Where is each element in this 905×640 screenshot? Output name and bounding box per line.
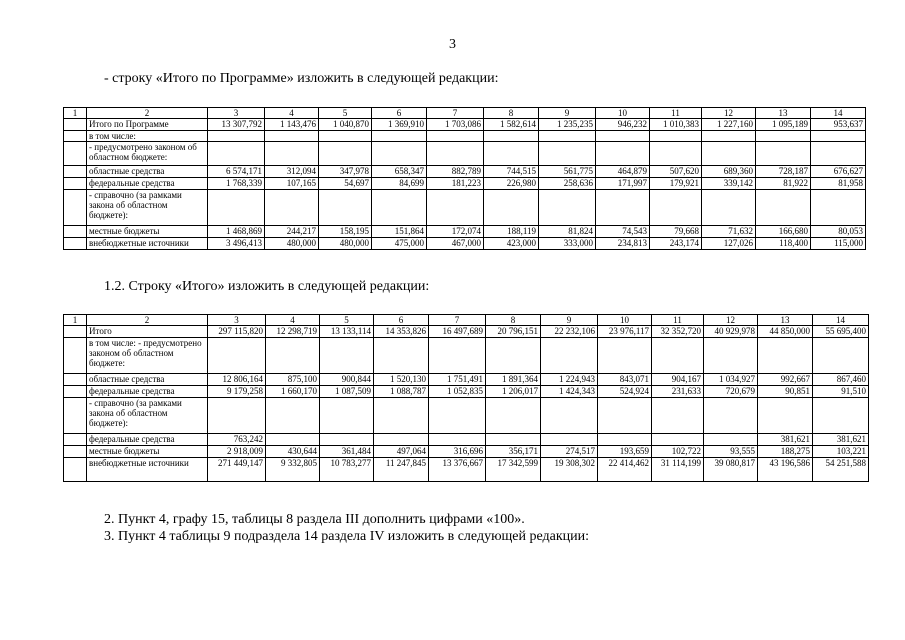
table2-cell xyxy=(208,338,266,374)
table1-header-cell: 8 xyxy=(484,108,539,119)
table1-cell: 1 369,910 xyxy=(372,119,427,131)
table1-row-label: федеральные средства xyxy=(87,178,208,190)
table2-cell: 9 179,258 xyxy=(208,386,266,398)
table1-cell xyxy=(372,131,427,142)
table1-header-cell: 13 xyxy=(756,108,811,119)
table1-header-cell: 4 xyxy=(265,108,319,119)
table2-cell: 43 196,586 xyxy=(758,458,813,482)
table2-header-cell: 1 xyxy=(64,315,87,326)
table2-cell xyxy=(486,434,541,446)
table2-row xyxy=(64,338,869,374)
table2-cell: 22 414,462 xyxy=(598,458,652,482)
table2-cell: 271 449,147 xyxy=(208,458,266,482)
table2-cell: 316,696 xyxy=(429,446,486,458)
table2-cell: 16 497,689 xyxy=(429,326,486,338)
table2-cell xyxy=(320,398,374,434)
table2-cell: 91,510 xyxy=(813,386,869,398)
table2-header-cell: 5 xyxy=(320,315,374,326)
table1-cell xyxy=(811,142,866,166)
table2-cell xyxy=(208,398,266,434)
table2-row-label: в том числе: - предусмотрено законом об областном бюджете: xyxy=(87,338,208,374)
table1-cell xyxy=(64,166,87,178)
table1-cell: 81,824 xyxy=(539,226,596,238)
table2-row xyxy=(64,374,869,386)
table2-cell: 13 376,667 xyxy=(429,458,486,482)
table2-cell: 843,071 xyxy=(598,374,652,386)
table1-cell: 1 468,869 xyxy=(208,226,265,238)
table2-cell xyxy=(374,398,429,434)
table1-row xyxy=(64,226,866,238)
table2-cell xyxy=(64,434,87,446)
table2-cell: 875,100 xyxy=(266,374,320,386)
table1-cell xyxy=(702,131,756,142)
table1-cell xyxy=(756,190,811,226)
table1-cell xyxy=(319,142,372,166)
table2-cell xyxy=(541,338,598,374)
table2-cell: 1 034,927 xyxy=(704,374,758,386)
table2-cell xyxy=(64,458,87,482)
table1-cell: 74,543 xyxy=(596,226,650,238)
table2-cell xyxy=(266,434,320,446)
table1-header-cell: 10 xyxy=(596,108,650,119)
table2-cell: 93,555 xyxy=(704,446,758,458)
table2-cell: 39 080,817 xyxy=(704,458,758,482)
table2-cell xyxy=(320,434,374,446)
budget-table-programme xyxy=(63,107,866,250)
table1-cell: 107,165 xyxy=(265,178,319,190)
table2-cell xyxy=(266,338,320,374)
table2-cell: 904,167 xyxy=(652,374,704,386)
table2-cell xyxy=(486,398,541,434)
table2-cell: 1 520,130 xyxy=(374,374,429,386)
table2-header-row xyxy=(64,315,869,326)
table1-cell: 188,119 xyxy=(484,226,539,238)
table1-cell: 464,879 xyxy=(596,166,650,178)
table1-cell xyxy=(64,190,87,226)
table2-cell: 720,679 xyxy=(704,386,758,398)
table2-cell: 31 114,199 xyxy=(652,458,704,482)
table2-cell: 90,851 xyxy=(758,386,813,398)
table2-header-cell: 6 xyxy=(374,315,429,326)
table1-cell: 151,864 xyxy=(372,226,427,238)
table1-cell: 243,174 xyxy=(650,238,702,250)
table2-cell xyxy=(374,338,429,374)
table1-cell: 507,620 xyxy=(650,166,702,178)
table1-cell xyxy=(539,142,596,166)
table2-cell: 524,924 xyxy=(598,386,652,398)
table2-header-cell: 12 xyxy=(704,315,758,326)
table2-cell: 11 247,845 xyxy=(374,458,429,482)
table1-cell: 234,813 xyxy=(596,238,650,250)
table1-cell xyxy=(265,131,319,142)
table1-cell: 744,515 xyxy=(484,166,539,178)
page-number: 3 xyxy=(449,37,456,52)
table1-header-cell: 2 xyxy=(87,108,208,119)
table1-cell: 6 574,171 xyxy=(208,166,265,178)
table1-cell: 127,026 xyxy=(702,238,756,250)
table1-cell xyxy=(64,142,87,166)
table1-cell: 80,053 xyxy=(811,226,866,238)
table2-row xyxy=(64,458,869,482)
table1-header-row xyxy=(64,108,866,119)
table2-cell: 193,659 xyxy=(598,446,652,458)
table2-cell xyxy=(598,398,652,434)
table1-cell xyxy=(64,119,87,131)
table1-cell: 480,000 xyxy=(265,238,319,250)
table1-cell: 71,632 xyxy=(702,226,756,238)
table2-row-label: внебюджетные источники xyxy=(87,458,208,482)
table1-row-label: - справочно (за рамками закона об областном бюджете): xyxy=(87,190,208,226)
table2-cell: 12 806,164 xyxy=(208,374,266,386)
table1-row-label: - предусмотрено законом об областном бюджете: xyxy=(87,142,208,166)
table2-header-cell: 2 xyxy=(87,315,208,326)
table2-row-label: местные бюджеты xyxy=(87,446,208,458)
table1-cell xyxy=(596,131,650,142)
table2-cell xyxy=(813,338,869,374)
table1-cell xyxy=(650,190,702,226)
table2-cell xyxy=(598,338,652,374)
table2-cell xyxy=(320,338,374,374)
table1-row xyxy=(64,190,866,226)
table1-cell xyxy=(208,190,265,226)
table2-cell xyxy=(429,398,486,434)
table2-cell: 1 424,343 xyxy=(541,386,598,398)
table1-cell: 81,922 xyxy=(756,178,811,190)
table1-cell: 1 703,086 xyxy=(427,119,484,131)
table1-cell xyxy=(64,131,87,142)
table1-header-cell: 5 xyxy=(319,108,372,119)
table1-header-cell: 9 xyxy=(539,108,596,119)
table2-cell: 2 918,009 xyxy=(208,446,266,458)
table2-cell xyxy=(429,338,486,374)
table2-cell: 381,621 xyxy=(813,434,869,446)
table2-cell: 19 308,302 xyxy=(541,458,598,482)
table1-cell: 181,223 xyxy=(427,178,484,190)
table1-cell xyxy=(427,190,484,226)
table1-cell: 179,921 xyxy=(650,178,702,190)
table2-header-cell: 10 xyxy=(598,315,652,326)
table2-cell: 381,621 xyxy=(758,434,813,446)
table2-cell xyxy=(374,434,429,446)
table1-cell xyxy=(539,131,596,142)
table2-row-label: федеральные средства xyxy=(87,434,208,446)
table2-cell: 497,064 xyxy=(374,446,429,458)
table1-cell xyxy=(756,142,811,166)
table2-cell xyxy=(758,398,813,434)
table1-row xyxy=(64,166,866,178)
table1-cell xyxy=(756,131,811,142)
table2-cell: 1 052,835 xyxy=(429,386,486,398)
table2-row xyxy=(64,398,869,434)
table2-cell: 9 332,805 xyxy=(266,458,320,482)
table1-cell: 158,195 xyxy=(319,226,372,238)
table1-cell: 84,699 xyxy=(372,178,427,190)
table2-cell: 13 133,114 xyxy=(320,326,374,338)
table2-cell: 55 695,400 xyxy=(813,326,869,338)
table1-cell xyxy=(427,131,484,142)
table1-header-cell: 12 xyxy=(702,108,756,119)
table1-cell xyxy=(208,131,265,142)
table1-cell: 946,232 xyxy=(596,119,650,131)
table1-cell xyxy=(702,190,756,226)
table2-header-cell: 4 xyxy=(266,315,320,326)
table1-cell: 171,997 xyxy=(596,178,650,190)
table1-row-label: местные бюджеты xyxy=(87,226,208,238)
table2-cell xyxy=(64,386,87,398)
table2-cell xyxy=(541,434,598,446)
paragraph-itogo: 1.2. Строку «Итого» изложить в следующей редакции: xyxy=(104,279,430,294)
table2-row xyxy=(64,326,869,338)
table1-cell: 347,978 xyxy=(319,166,372,178)
table2-cell: 103,221 xyxy=(813,446,869,458)
table1-cell xyxy=(319,131,372,142)
table2-cell xyxy=(652,338,704,374)
table1-cell: 118,400 xyxy=(756,238,811,250)
table1-cell: 333,000 xyxy=(539,238,596,250)
table1-row xyxy=(64,119,866,131)
table2-cell: 23 976,117 xyxy=(598,326,652,338)
table2-row xyxy=(64,446,869,458)
table1-header-cell: 11 xyxy=(650,108,702,119)
table1-cell: 658,347 xyxy=(372,166,427,178)
table1-row-label: Итого по Программе xyxy=(87,119,208,131)
table1-cell xyxy=(811,131,866,142)
table1-row xyxy=(64,238,866,250)
table1-cell: 3 496,413 xyxy=(208,238,265,250)
table1-cell: 81,958 xyxy=(811,178,866,190)
table1-cell xyxy=(484,131,539,142)
table1-cell: 115,000 xyxy=(811,238,866,250)
paragraph-punkt-2: 2. Пункт 4, графу 15, таблицы 8 раздела III дополнить цифрами «100». xyxy=(104,512,525,527)
table2-row xyxy=(64,386,869,398)
table2-cell: 12 298,719 xyxy=(266,326,320,338)
table2-cell xyxy=(429,434,486,446)
table1-cell xyxy=(650,142,702,166)
table1-cell xyxy=(596,142,650,166)
table2-cell xyxy=(64,446,87,458)
table2-cell xyxy=(64,398,87,434)
table1-row xyxy=(64,131,866,142)
table1-cell: 561,775 xyxy=(539,166,596,178)
table2-cell: 22 232,106 xyxy=(541,326,598,338)
table2-header-cell: 3 xyxy=(208,315,266,326)
table2-cell xyxy=(486,338,541,374)
table2-cell xyxy=(704,434,758,446)
table2-cell: 274,517 xyxy=(541,446,598,458)
table2-cell xyxy=(64,338,87,374)
table1-cell: 467,000 xyxy=(427,238,484,250)
table2-cell: 867,460 xyxy=(813,374,869,386)
table2-cell: 1 206,017 xyxy=(486,386,541,398)
table1-cell: 689,360 xyxy=(702,166,756,178)
table1-cell xyxy=(596,190,650,226)
table2-cell: 10 783,277 xyxy=(320,458,374,482)
table2-header-cell: 7 xyxy=(429,315,486,326)
table2-row-label: областные средства xyxy=(87,374,208,386)
table2-cell: 20 796,151 xyxy=(486,326,541,338)
table1-cell xyxy=(484,142,539,166)
table1-cell xyxy=(372,142,427,166)
table2-cell: 356,171 xyxy=(486,446,541,458)
table1-cell: 480,000 xyxy=(319,238,372,250)
table1-cell: 312,094 xyxy=(265,166,319,178)
table1-cell: 13 307,792 xyxy=(208,119,265,131)
table1-row xyxy=(64,142,866,166)
table1-header-cell: 7 xyxy=(427,108,484,119)
table1-cell: 882,789 xyxy=(427,166,484,178)
table2-cell: 1 087,509 xyxy=(320,386,374,398)
table1-cell: 1 768,339 xyxy=(208,178,265,190)
table2-cell: 231,633 xyxy=(652,386,704,398)
table1-header-cell: 6 xyxy=(372,108,427,119)
table1-cell xyxy=(539,190,596,226)
paragraph-punkt-3: 3. Пункт 4 таблицы 9 подраздела 14 раздела IV изложить в следующей редакции: xyxy=(104,529,590,544)
table1-cell: 728,187 xyxy=(756,166,811,178)
budget-table-itogo xyxy=(63,314,869,482)
table2-cell: 32 352,720 xyxy=(652,326,704,338)
table2-cell: 17 342,599 xyxy=(486,458,541,482)
table2-row-label: федеральные средства xyxy=(87,386,208,398)
table2-row-label: Итого xyxy=(87,326,208,338)
table1-cell: 258,636 xyxy=(539,178,596,190)
table1-cell: 54,697 xyxy=(319,178,372,190)
table2-cell: 40 929,978 xyxy=(704,326,758,338)
table2-header-cell: 14 xyxy=(813,315,869,326)
table1-cell xyxy=(265,142,319,166)
table2-header-cell: 11 xyxy=(652,315,704,326)
table2-cell: 1 660,170 xyxy=(266,386,320,398)
table1-cell: 226,980 xyxy=(484,178,539,190)
table2-cell xyxy=(704,338,758,374)
table1-cell: 339,142 xyxy=(702,178,756,190)
table2-cell: 1 751,491 xyxy=(429,374,486,386)
table2-cell: 102,722 xyxy=(652,446,704,458)
table2-cell: 763,242 xyxy=(208,434,266,446)
table1-cell: 1 095,189 xyxy=(756,119,811,131)
table1-cell xyxy=(484,190,539,226)
table1-row-label: в том числе: xyxy=(87,131,208,142)
table1-cell: 79,668 xyxy=(650,226,702,238)
paragraph-itogo-programme: - строку «Итого по Программе» изложить в следующей редакции: xyxy=(104,71,499,86)
table1-cell xyxy=(811,190,866,226)
table2-cell: 1 224,943 xyxy=(541,374,598,386)
table2-cell xyxy=(266,398,320,434)
table2-cell: 361,484 xyxy=(320,446,374,458)
table2-cell xyxy=(598,434,652,446)
table1-cell: 172,074 xyxy=(427,226,484,238)
table2-cell xyxy=(758,338,813,374)
table1-cell: 1 010,383 xyxy=(650,119,702,131)
table1-cell: 1 235,235 xyxy=(539,119,596,131)
table2-cell: 14 353,826 xyxy=(374,326,429,338)
table2-cell xyxy=(704,398,758,434)
table1-cell: 166,680 xyxy=(756,226,811,238)
table2-cell: 44 850,000 xyxy=(758,326,813,338)
table1-cell: 953,637 xyxy=(811,119,866,131)
table2-row xyxy=(64,434,869,446)
table1-cell: 1 143,476 xyxy=(265,119,319,131)
table1-header-cell: 14 xyxy=(811,108,866,119)
table1-row xyxy=(64,178,866,190)
table1-row-label: областные средства xyxy=(87,166,208,178)
table1-cell: 475,000 xyxy=(372,238,427,250)
table2-cell xyxy=(813,398,869,434)
table1-cell xyxy=(650,131,702,142)
table2-cell: 54 251,588 xyxy=(813,458,869,482)
table1-header-cell: 3 xyxy=(208,108,265,119)
table1-cell xyxy=(265,190,319,226)
table1-cell xyxy=(64,238,87,250)
table1-cell xyxy=(64,226,87,238)
table2-cell: 188,275 xyxy=(758,446,813,458)
table1-cell: 1 227,160 xyxy=(702,119,756,131)
table1-cell xyxy=(372,190,427,226)
table2-cell xyxy=(652,434,704,446)
table2-cell xyxy=(64,326,87,338)
table2-cell: 1 088,787 xyxy=(374,386,429,398)
table1-cell: 423,000 xyxy=(484,238,539,250)
table2-cell: 430,644 xyxy=(266,446,320,458)
table1-cell: 1 582,614 xyxy=(484,119,539,131)
table1-cell xyxy=(64,178,87,190)
table1-header-cell: 1 xyxy=(64,108,87,119)
table1-cell xyxy=(319,190,372,226)
table1-cell: 1 040,870 xyxy=(319,119,372,131)
table1-row-label: внебюджетные источники xyxy=(87,238,208,250)
table2-cell: 900,844 xyxy=(320,374,374,386)
table2-cell xyxy=(652,398,704,434)
table1-cell xyxy=(208,142,265,166)
table2-cell xyxy=(541,398,598,434)
table2-cell: 297 115,820 xyxy=(208,326,266,338)
table2-header-cell: 13 xyxy=(758,315,813,326)
table2-header-cell: 8 xyxy=(486,315,541,326)
table2-cell xyxy=(64,374,87,386)
table1-cell: 676,627 xyxy=(811,166,866,178)
table2-row-label: - справочно (за рамками закона об областном бюджете): xyxy=(87,398,208,434)
table1-cell xyxy=(427,142,484,166)
table2-cell: 1 891,364 xyxy=(486,374,541,386)
table1-cell: 244,217 xyxy=(265,226,319,238)
table2-header-cell: 9 xyxy=(541,315,598,326)
table1-cell xyxy=(702,142,756,166)
table2-cell: 992,667 xyxy=(758,374,813,386)
